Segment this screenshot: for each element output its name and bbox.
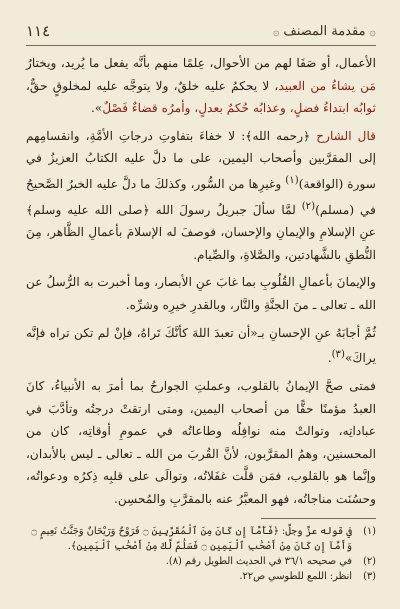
paragraph: والإيمانَ بأعمالِ القُلُوبِ بما غابَ عنِ الأبصار، وما أخبرت به الرُّسلُ عن الله ـ تعالى ـ منَ الجنَّةِ والنَّار، وبالقدرِ خيرِه وشرِّه. [26, 275, 376, 313]
highlighted-text: ثوابُه ابتداءُ فضلٍ، وعذابُه حُكمٌ بعدلٍ، وأمرُه قضاءٌ فَصْلٌ [102, 101, 376, 116]
page-number: ١١٤ [26, 22, 51, 40]
footnote-text: في صحيحه ٣٦/١ في الحديث الطويل رقم (٨). [165, 556, 352, 568]
text-run: ». [91, 101, 103, 116]
footnote-text: انظر: اللمع للطوسي ص٢٢. [239, 571, 352, 583]
footnote [26, 524, 376, 554]
chapter-title: مقدمة المصنف [283, 23, 366, 39]
text-run: ، لا يحكمُ عليه خلقٌ، ولا يتوجَّه عليه لمخلوقٍ حقٌّ، [26, 78, 279, 93]
ornament-icon: ۞ [369, 24, 376, 38]
footnotes [26, 524, 376, 584]
footnote-ref[interactable]: (١) [285, 174, 299, 186]
footnote-ref[interactable]: (٢) [301, 200, 316, 212]
text-run: وغيرِها من السُّور، وكذلكَ ما دلَّ عليه الخبرُ الصَّحيحُ في (مسلم) [26, 177, 376, 217]
text-run: ثُمَّ أجابَهُ عنِ الإحسانِ بـ«أن تعبدَ اللهَ كأنَّكَ تَراهُ، فإنْ لم تكن تراه فإنَّه يراكَ» [26, 325, 376, 366]
footnote-number: (٣) [363, 571, 376, 583]
paragraph: فمتى صحَّ الإيمانُ بالقلوب، وعملتِ الجوارحُ بما أمرَ به الأنبياءُ، كانَ العبدُ مؤمنًا حقًّا من أصحاب اليمين، ومتى ارتقتْ درجتُه وتأدَّبَ في عباداتِه، وتوالتْ منه نوافِلُه وطاعاتُه في عمومِ أوقاتِه، كان من المحسنين، وهمُ المقرَّبون، لأنَّ القُربَ من الله ـ تعالى ـ ليس بالأبدان، وإنَّما هو بالقلوب، فمَن قلَّت غفَلاتُه، وتوالَى على قلبِه ذِكرُه ودعواتُه، وحسُنَت مناجاتُه، فهو المعبَّرُ عنه بالمقرَّبِ والمُحسِن. [26, 378, 376, 506]
ornament-icon: ۞ [272, 24, 280, 38]
text-run: ﴿رحمه الله﴾: لا خفاءَ بتفاوتِ درجاتِ الأمَّةِ، وانقسامِهم إلى المقرَّبين وأصحاب اليمين، على ما دلَّ عليه الكتابُ العزيزُ في سورة (الواقعة) [26, 128, 376, 192]
footnote [26, 554, 376, 569]
paragraph [26, 52, 376, 120]
paragraph [26, 322, 376, 370]
highlighted-text: مَن يشاءُ من العبيد [278, 78, 376, 93]
text-run: لمَّا سألَ جبريلُ رسولَ الله ﴿صلى الله عليه وسلم﴾ عنِ الإسلامِ والإيمانِ والإحسان، فوصفَ له الإسلامَ بأعمالِ الظَّاهر، مِنَ النُّطقِ بالشَّهادتين، والصَّلاةِ، والصِّيام. [26, 202, 376, 262]
footnote [26, 569, 376, 584]
main-text [26, 52, 376, 510]
paragraph [26, 125, 376, 267]
footnote-ref[interactable]: (٣) [331, 349, 345, 361]
footnote-text: في قوله عزَّ وجلَّ: ﴿فَأَمَّآ إِن كَانَ مِنَ ٱلْمُقَرَّبِينَ ۝ فَرَوْحٌ وَرَيْحَانٌ وَجَنَّتُ نَعِيمٍ ۝ وَأَمَّآ إِن كَانَ مِنْ أَصْحَٰبِ ٱلْيَمِينِ ۝ فَسَلَٰمٌ لَّكَ مِنْ أَصْحَٰبِ ٱلْيَمِينِ﴾. [31, 526, 352, 553]
footnote-separator [261, 518, 376, 519]
text-run: . [327, 351, 332, 366]
text-run: الأعمال، أو صَفَا لهم من الأحوال، عِلمًا منهم بأنَّه يفعل ما يُريد، ويختارُ [26, 56, 376, 70]
page-header [26, 20, 376, 42]
footnote-number: (٢) [363, 556, 376, 568]
commentator-heading: قال الشارح [310, 128, 376, 143]
footnote-number: (١) [363, 526, 376, 538]
header-rule [26, 45, 376, 46]
running-title [273, 24, 376, 39]
